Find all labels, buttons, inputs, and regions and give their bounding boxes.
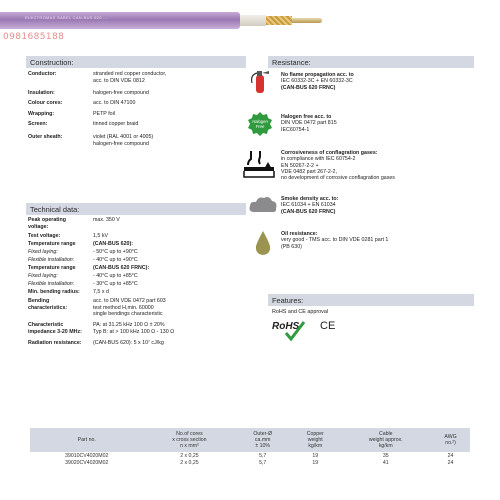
technical-value: PA: at 31.25 kHz 100 Ω ± 20% Typ B: at > 100 kHz 100 Ω - 130 Ω [93, 322, 175, 335]
cable-print-text: ELECTROMAS SABEL CAN-BUS 620 ... [25, 15, 108, 20]
technical-value: (CAN-BUS 620): [93, 241, 134, 247]
table-cell: 24 [447, 452, 454, 459]
technical-value: - 30°C up to +85°C [93, 281, 138, 287]
table-header-cell: AWG no.²) [431, 428, 470, 452]
technical-label: Min. bending radius: [28, 289, 80, 295]
technical-value: - 40°C up to +85°C [93, 273, 138, 279]
rohs-logo-icon [270, 317, 312, 341]
technical-label: Temperature range [28, 265, 76, 271]
table-header-cell: Outer-Ø ca.mm ± 10% [235, 428, 290, 452]
technical-value: max. 350 V [93, 217, 120, 223]
technical-value: (CAN-BUS 620 FRNC): [93, 265, 150, 271]
construction-header [26, 56, 246, 68]
construction-label: Insulation: [28, 90, 55, 96]
resistance-item-text: in compliance with IEC 60754-2 EN 50267-2-2 + VDE 0482 part 267-2-2, no development of corrosive conflagration gases [281, 156, 395, 182]
table-header-row [30, 428, 470, 452]
construction-value: halogen-free compound [93, 90, 149, 96]
resistance-item-title: Corrosiveness of conflagration gases: [281, 150, 378, 156]
construction-label: Outer sheath: [28, 134, 63, 140]
construction-value: stranded red copper conductor, acc. to DIN VDE 0812 [93, 71, 167, 84]
technical-label: Temperature range [28, 241, 76, 247]
features-header [268, 294, 474, 306]
smoke-cloud-icon [248, 194, 278, 216]
table-header-cell: Cable weight approx. kg/km [340, 428, 431, 452]
resistance-item-text: very good - TMS acc. to DIN VDE 0281 part 1 (PB 630) [281, 237, 389, 250]
table-cell: 2 x 0,25 [180, 452, 199, 459]
technical-header [26, 203, 246, 215]
table-row [30, 459, 470, 466]
construction-label: Colour cores: [28, 100, 63, 106]
construction-title: Construction: [30, 58, 74, 67]
table-cell: 5,7 [259, 452, 267, 459]
svg-text:Halogen: Halogen [252, 119, 268, 124]
cable-braid-image [266, 16, 292, 25]
technical-label: Peak operating voltage: [28, 217, 66, 230]
table-cell: 35 [382, 452, 389, 459]
technical-label: Fixed laying: [28, 273, 58, 279]
construction-row [28, 134, 243, 148]
resistance-item-text: IEC 60332-3C + EN 60332-3C (CAN-BUS 620 FRNC) [281, 78, 353, 91]
table-header-cell: No.of cores x cross section n x mm² [143, 428, 235, 452]
technical-label: Flexible installation: [28, 257, 75, 263]
construction-label: Conductor: [28, 71, 57, 77]
technical-label: Characteristic impedance 3-20 MHz: [28, 322, 82, 335]
technical-value: - 40°C up to +90°C [93, 257, 138, 263]
table-header-cell: Copper weight kg/km [290, 428, 340, 452]
resistance-item-title: Oil resistance: [281, 231, 318, 237]
halogen-free-badge-icon [246, 111, 274, 137]
technical-label: Flexible installation: [28, 281, 75, 287]
table-body [30, 452, 470, 466]
corrosion-icon [242, 149, 276, 179]
resistance-item [281, 150, 491, 181]
construction-value: acc. to DIN 47100 [93, 100, 136, 106]
table-cell: 19 [312, 452, 319, 459]
construction-value: tinned copper braid [93, 121, 139, 127]
cable-banner [0, 0, 500, 44]
fire-extinguisher-icon [238, 67, 278, 97]
cable-core-image [292, 18, 322, 23]
technical-value: (CAN-BUS 620): 5 x 10⁷ cJ/kg [93, 340, 164, 346]
resistance-title: Resistance: [272, 58, 311, 67]
resistance-item-title: No flame propagation acc. to [281, 72, 354, 78]
technical-value: 7,5 x d [93, 289, 109, 295]
table-cell: 19 [312, 459, 319, 466]
construction-row [28, 121, 243, 135]
technical-title: Technical data: [30, 205, 80, 214]
table-header-cell: Part no. [30, 428, 143, 452]
table-cell: 2 x 0,25 [180, 459, 199, 466]
resistance-item-text: DIN VDE 0472 part 815 IEC60754-1 [281, 120, 337, 133]
technical-value: - 50°C up to +90°C [93, 249, 138, 255]
rohs-logo-text: RoHS [272, 321, 300, 332]
technical-label: Test voltage: [28, 233, 61, 239]
cable-insulation-image [240, 15, 266, 26]
construction-value: violet (RAL 4001 or 4005) halogen-free compound [93, 134, 154, 147]
construction-label: Screen: [28, 121, 48, 127]
watermark: 0981685188 [3, 32, 65, 42]
svg-text:Free: Free [255, 124, 265, 129]
resistance-item [281, 231, 491, 250]
resistance-item [281, 196, 491, 215]
spec-table [30, 428, 470, 466]
resistance-item [281, 114, 491, 133]
resistance-header [268, 56, 474, 68]
technical-label: Bending characteristics: [28, 298, 68, 311]
table-cell: 5,7 [259, 459, 267, 466]
resistance-item [281, 72, 491, 91]
construction-value: PETP foil [93, 111, 115, 117]
resistance-item-text: IEC 61034 + EN 61034 (CAN-BUS 620 FRNC) [281, 202, 336, 215]
construction-label: Wrapping: [28, 111, 55, 117]
oil-drop-icon [254, 230, 272, 256]
table-cell: 39010CV4020M02 [65, 452, 109, 459]
table-row [30, 452, 470, 459]
resistance-item-title: Smoke density acc. to: [281, 196, 339, 202]
technical-value: 1,5 kV [93, 233, 109, 239]
features-title: Features: [272, 296, 304, 305]
features-text: RoHS and CE approval [272, 309, 329, 315]
table-cell: 39020CV4020M02 [65, 459, 109, 466]
table-cell: 41 [382, 459, 389, 466]
technical-label: Radiation resistance: [28, 340, 82, 346]
resistance-item-title: Halogen free acc. to [281, 114, 332, 120]
ce-mark: CE [320, 320, 336, 332]
table-cell: 24 [447, 459, 454, 466]
construction-row [28, 71, 243, 85]
technical-label: Fixed laying: [28, 249, 58, 255]
technical-value: acc. to DIN VDE 0472 part 603 test method H,min. 60000 single bendings characteristic [93, 298, 166, 317]
